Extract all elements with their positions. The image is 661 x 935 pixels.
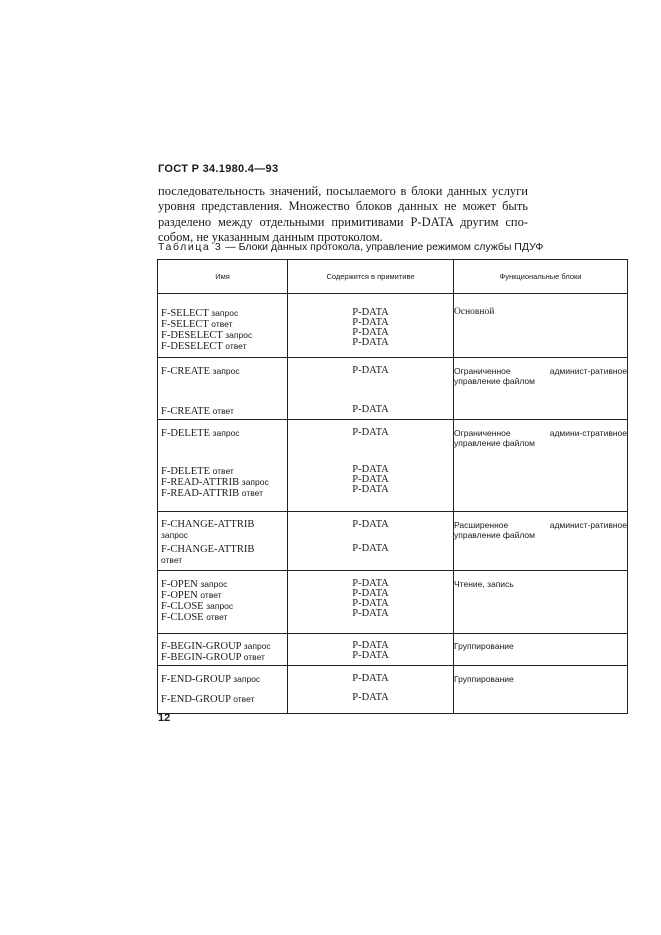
table-row: F-DESELECT ответ — [161, 341, 247, 352]
table-row: F-OPEN ответ — [161, 590, 222, 601]
name-cell — [158, 634, 288, 666]
paragraph-line: уровня представления. Множество блоков данных не может быть — [158, 199, 528, 214]
value-cell: P-DATA P-DATA — [288, 634, 454, 666]
functional-cell: Группирование — [454, 666, 628, 714]
page-number: 12 — [158, 712, 171, 724]
table-row: F-CHANGE-ATTRIB — [161, 544, 255, 555]
value-cell: P-DATA P-DATA P-DATA P-DATA — [288, 571, 454, 634]
functional-cell: Чтение, запись — [454, 571, 628, 634]
value-cell: P-DATA P-DATA — [288, 358, 454, 420]
table-row: F-BEGIN-GROUP запрос — [161, 641, 271, 652]
value-cell: P-DATA P-DATA — [288, 512, 454, 571]
table-row: F-SELECT ответ — [161, 319, 233, 330]
table-row: F-CHANGE-ATTRIB — [161, 519, 255, 530]
table-row-group — [158, 571, 628, 634]
value-cell: P-DATA P-DATA P-DATA P-DATA — [288, 294, 454, 358]
table-row: F-SELECT запрос — [161, 308, 239, 319]
table-row: F-DESELECT запрос — [161, 330, 253, 341]
body-paragraph — [158, 184, 528, 246]
header-contained: Содержится в примитиве — [288, 260, 454, 294]
name-cell: F-CHANGE-ATTRIB запрос F-CHANGE-ATTRIB ответ — [158, 512, 288, 571]
table-row: F-CLOSE ответ — [161, 612, 228, 623]
table-caption-text: — Блоки данных протокола, управление режимом службы ПДУФ — [222, 241, 544, 253]
functional-cell: Расширенное админист-ративное управление файлом — [454, 512, 628, 571]
document-header: ГОСТ Р 34.1980.4—93 — [158, 163, 279, 175]
table-row-group — [158, 294, 628, 358]
paragraph-line: последовательность значений, посылаемого в блоки данных услуги — [158, 184, 528, 198]
name-cell — [158, 420, 288, 512]
table-row: F-DELETE запрос — [161, 428, 240, 439]
functional-cell: Ограниченное админи-стративное управление файлом — [454, 420, 628, 512]
table-caption-label: Таблица 3 — [158, 241, 223, 253]
paragraph-line: собом, не указанным данным протоколом. — [158, 230, 383, 245]
functional-cell: Основной — [454, 294, 628, 358]
table-row: F-CREATE ответ — [161, 406, 234, 417]
data-blocks-table — [157, 259, 628, 714]
table-row: F-OPEN запрос — [161, 579, 228, 590]
table-row: F-DELETE ответ — [161, 466, 234, 477]
table-caption — [158, 241, 544, 253]
name-cell — [158, 666, 288, 714]
value-cell: P-DATA P-DATA P-DATA P-DATA — [288, 420, 454, 512]
table-row: F-CREATE запрос — [161, 366, 240, 377]
functional-cell: Группирование — [454, 634, 628, 666]
name-cell — [158, 571, 288, 634]
name-cell — [158, 358, 288, 420]
header-functional: Функциональные блоки — [454, 260, 628, 294]
table-row-group — [158, 420, 628, 512]
table-row-group — [158, 358, 628, 420]
table-row: F-READ-ATTRIB ответ — [161, 488, 263, 499]
table-row: F-BEGIN-GROUP ответ — [161, 652, 265, 663]
table-row: F-CLOSE запрос — [161, 601, 234, 612]
name-cell — [158, 294, 288, 358]
value-cell: P-DATA P-DATA — [288, 666, 454, 714]
table-row: F-END-GROUP запрос — [161, 674, 261, 685]
paragraph-line: разделено между отдельными примитивами P-DATA другим спо- — [158, 214, 528, 229]
table-row-group — [158, 634, 628, 666]
table-row-group — [158, 512, 628, 571]
table-row-group — [158, 666, 628, 714]
table-row: F-END-GROUP ответ — [161, 694, 255, 705]
table-row: F-READ-ATTRIB запрос — [161, 477, 269, 488]
functional-cell: Ограниченное админист-ративное управление файлом — [454, 358, 628, 420]
table-header-row — [158, 260, 628, 294]
header-name: Имя — [158, 260, 288, 294]
